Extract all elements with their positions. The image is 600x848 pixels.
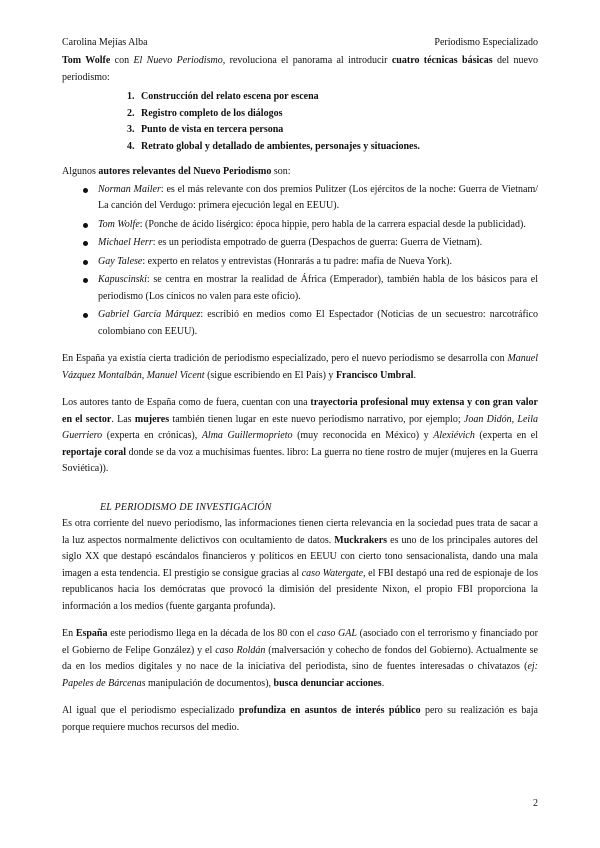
- author-item: [62, 217, 538, 234]
- author-desc: : es un periodista empotrado de guerra (Despachos de guerra: Guerra de Vietnam).: [152, 237, 483, 248]
- text-run: (experta en el: [474, 430, 538, 441]
- authors-intro-bold: autores relevantes del Nuevo Periodismo: [98, 166, 272, 177]
- text-run: . Las: [111, 413, 135, 425]
- careers-paragraph: [62, 395, 538, 478]
- closing-paragraph: [62, 703, 538, 736]
- header-author: Carolina Mejías Alba: [62, 37, 148, 48]
- spain-authors: Manuel Vázquez Montalbán, Manuel Vicent: [62, 353, 538, 381]
- text-run: del nuevo periodismo:: [62, 55, 538, 83]
- closing-bold: profundiza en asuntos de interés público: [238, 705, 421, 716]
- careers-italic: Alma Guillermoprieto: [201, 430, 293, 441]
- author-name: Tom Wolfe: [98, 218, 140, 230]
- section-title: EL PERIODISMO DE INVESTIGACIÓN: [100, 501, 272, 513]
- author-name: Norman Mailer: [98, 183, 161, 195]
- author-item: [62, 182, 538, 215]
- author-desc: : se centra en mostrar la realidad de África (Emperador), también habla de los básicos para el periodismo (Los cínicos no valen para este oficio).: [98, 274, 538, 302]
- bullet-icon: [83, 223, 88, 228]
- spain-invest-bold: España: [75, 628, 108, 639]
- text-run: En España ya existía cierta tradición de periodismo especializado, pero el nuevo periodismo se desarrolla con: [62, 353, 508, 364]
- text-run: este periodismo llega en la década de los 80 con el: [107, 628, 318, 639]
- text-run: (sigue escribiendo en El País) y: [204, 369, 336, 381]
- document-body: [62, 53, 538, 736]
- investigation-italic: caso Watergate: [301, 567, 364, 579]
- authors-list: [62, 182, 538, 341]
- text-run: también tienen lugar en este nuevo periodismo narrativo, por ejemplo;: [169, 413, 464, 425]
- text-run: .: [413, 369, 416, 381]
- header-subject: Periodismo Especializado: [434, 37, 538, 48]
- author-item: [62, 307, 538, 340]
- spain-investigation-paragraph: [62, 626, 538, 692]
- investigation-paragraph: [62, 516, 538, 615]
- spain-invest-bold: busca denunciar acciones: [273, 677, 382, 689]
- text-run: Al igual que el periodismo especializado: [62, 705, 239, 716]
- spain-invest-italic: caso GAL: [317, 628, 357, 639]
- text-run: manipulación de documentos),: [145, 677, 274, 689]
- text-run: Es otra corriente del nuevo periodismo, las informaciones tienen cierta relevancia en la sociedad pues trata de sacar a la luz aspectos normalmente delictivos con ocultamiento de datos.: [62, 518, 538, 546]
- technique-item: 2. Registro completo de los diálogos: [137, 106, 538, 123]
- spain-invest-italic: caso Roldán: [215, 644, 266, 656]
- text-run: En: [62, 628, 76, 639]
- page-number: 2: [533, 798, 538, 809]
- bullet-icon: [83, 313, 88, 318]
- bullet-icon: [83, 188, 88, 193]
- intro-paragraph: [62, 53, 538, 86]
- author-item: [62, 235, 538, 252]
- text-run: (asociado con el terrorismo y financiado por el Gobierno de Felipe González) y el: [62, 628, 538, 656]
- bullet-icon: [83, 278, 88, 283]
- intro-book-title: El Nuevo Periodismo: [133, 55, 223, 66]
- spain-invest-italic: ej: Papeles de Bárcenas: [62, 661, 538, 689]
- author-item: [62, 254, 538, 271]
- text-run: son:: [271, 166, 291, 177]
- intro-name: Tom Wolfe: [62, 55, 111, 66]
- text-run: .: [381, 677, 385, 689]
- text-run: con: [110, 55, 134, 66]
- text-run: pero su realización es baja porque requiere muchos recursos del medio.: [62, 705, 538, 733]
- authors-intro: [62, 164, 538, 181]
- author-item: [62, 272, 538, 305]
- careers-italic: Alexiévich: [433, 430, 475, 441]
- careers-italic: Joan Didón, Leila Guerriero: [62, 413, 538, 441]
- technique-item: 1. Construcción del relato escena por escena: [137, 89, 538, 106]
- investigation-bold: Muckrakers: [334, 534, 388, 546]
- techniques-list: [62, 89, 538, 155]
- author-name: Michael Herr: [98, 237, 153, 248]
- spain-bold-author: Francisco Umbral: [335, 369, 414, 381]
- spain-paragraph: [62, 351, 538, 384]
- technique-item: 3. Punto de vista en tercera persona: [137, 122, 538, 139]
- text-run: , el FBI destapó una red de espionaje de los republicanos hacia los demócratas que provocó la dimisión del presidente Nixon, el propio FBI proporciona la información a los medios (fuente garganta profunda).: [62, 567, 538, 612]
- text-run: , revoluciona el panorama al introducir: [222, 55, 392, 66]
- careers-bold: trayectoria profesional muy extensa y con gran valor en el sector: [62, 397, 538, 425]
- text-run: (muy reconocida en México) y: [292, 430, 434, 441]
- author-name: Gabriel García Márquez: [98, 309, 201, 320]
- intro-bold: cuatro técnicas básicas: [391, 55, 493, 66]
- careers-bold: mujeres: [134, 413, 170, 425]
- text-run: donde se da voz a muchísimas fuentes. libro: La guerra no tiene rostro de mujer (mujeres en la Guerra Soviética)).: [62, 446, 539, 474]
- author-desc: : escribió en medios como El Espectador (Noticias de un secuestro: narcotráfico colombiano con EEUU).: [98, 309, 539, 337]
- author-name: Kapuscinski: [98, 274, 147, 285]
- careers-bold: reportaje coral: [62, 446, 127, 458]
- text-run: Los autores tanto de España como de fuera, cuentan con una: [62, 397, 311, 408]
- author-name: Gay Talese: [98, 255, 143, 267]
- author-desc: : (Ponche de ácido lisérgico: época hippie, pero habla de la carrera espacial desde la publicidad).: [139, 218, 526, 230]
- bullet-icon: [83, 241, 88, 246]
- text-run: (experta en crónicas),: [102, 430, 202, 441]
- bullet-icon: [83, 260, 88, 265]
- author-desc: : experto en relatos y entrevistas (Honrarás a tu padre: mafia de Nueva York).: [142, 255, 452, 267]
- text-run: es uno de los principales autores del siglo XX que destapó escándalos financieros y políticos en EEUU con cierto tono sensacionalista, dando una mala imagen a esta tendencia. El prestigio se consigue gracias al: [62, 534, 538, 579]
- technique-item: 4. Retrato global y detallado de ambientes, personajes y situaciones.: [137, 139, 538, 156]
- text-run: Algunos: [62, 166, 99, 177]
- author-desc: : es el más relevante con dos premios Pulitzer (Los ejércitos de la noche: Guerra de Vietnam/ La canción del Verdugo: primera ejecución legal en EEUU).: [98, 183, 539, 211]
- text-run: (malversación y cohecho de fondos del Gobierno). Actualmente se da en los medios digitales y no nace de la iniciativa del periodista, sino de fuentes interesadas o chivatazos (: [62, 644, 538, 672]
